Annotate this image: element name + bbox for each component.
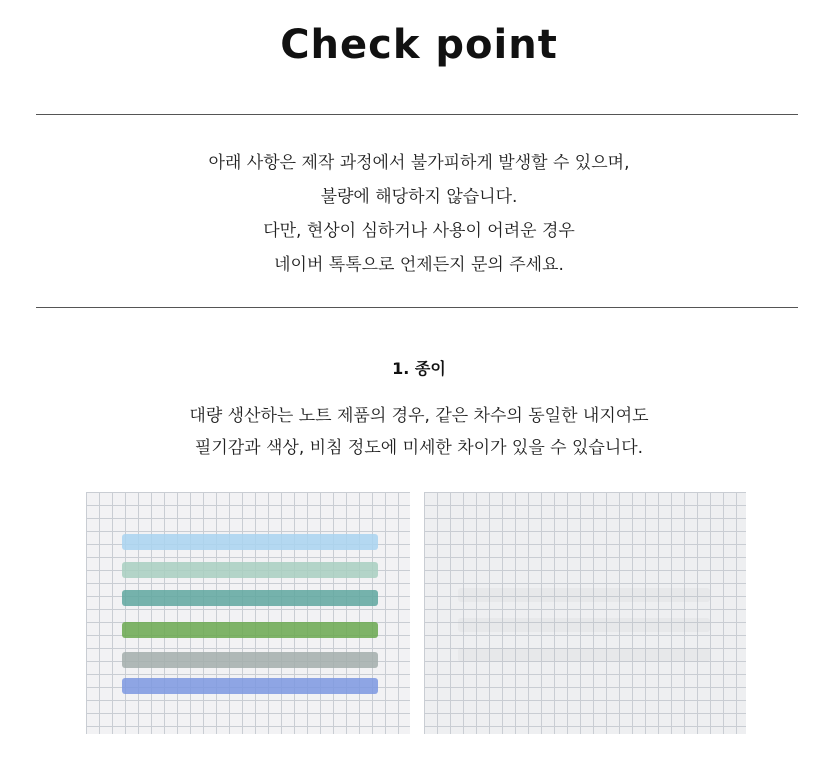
marker-stroke bbox=[122, 590, 378, 606]
notice-line: 다만, 현상이 심하거나 사용이 어려운 경우 bbox=[263, 221, 575, 241]
marker-stroke bbox=[122, 534, 378, 550]
notice-line: 아래 사항은 제작 과정에서 불가피하게 발생할 수 있으며, bbox=[208, 153, 630, 173]
notice-text bbox=[0, 146, 838, 282]
paper-front-photo bbox=[86, 492, 410, 734]
marker-stroke bbox=[122, 678, 378, 694]
section-title-paper: 1. 종이 bbox=[392, 359, 446, 378]
section-description bbox=[0, 400, 838, 464]
marker-stroke bbox=[122, 562, 378, 578]
paper-back-photo bbox=[424, 492, 746, 734]
description-line: 필기감과 색상, 비침 정도에 미세한 차이가 있을 수 있습니다. bbox=[194, 438, 644, 458]
notice-line: 네이버 톡톡으로 언제든지 문의 주세요. bbox=[274, 255, 564, 275]
bleed-through-mark bbox=[458, 588, 710, 602]
bleed-through-mark bbox=[458, 648, 710, 662]
marker-stroke bbox=[122, 622, 378, 638]
marker-stroke bbox=[122, 652, 378, 668]
page-title: Check point bbox=[280, 22, 558, 68]
notice-line: 불량에 해당하지 않습니다. bbox=[320, 187, 518, 207]
top-divider bbox=[36, 114, 798, 115]
description-line: 대량 생산하는 노트 제품의 경우, 같은 차수의 동일한 내지여도 bbox=[189, 406, 649, 426]
bottom-divider bbox=[36, 307, 798, 308]
bleed-through-mark bbox=[458, 618, 710, 632]
